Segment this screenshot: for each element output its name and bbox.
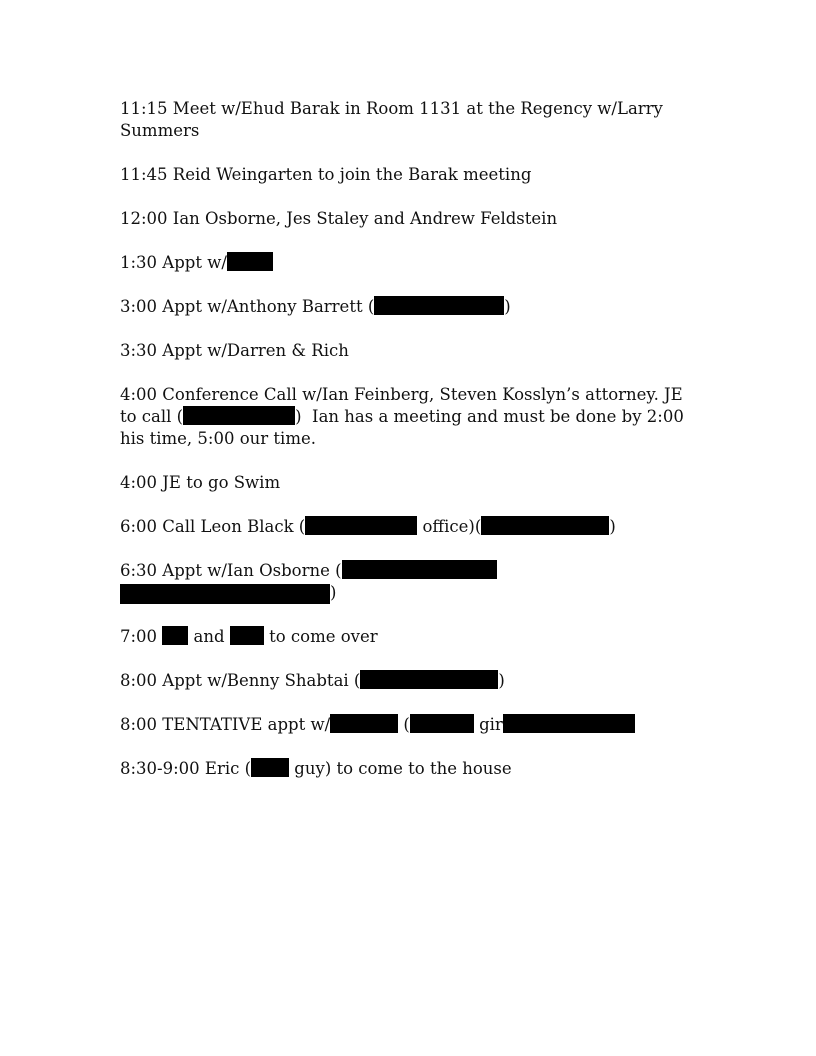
entry-0400-swim: 4:00 JE to go Swim [120, 473, 281, 492]
entry-0300-barrett: 3:00 Appt w/Anthony Barrett ( ) [120, 297, 511, 316]
entry-1115-barak: 11:15 Meet w/Ehud Barak in Room 1131 at the Regency w/Larry Summers [120, 99, 669, 140]
entry-1200-osborne: 12:00 Ian Osborne, Jes Staley and Andrew Feldstein [120, 209, 558, 228]
redaction-box [330, 714, 398, 733]
redaction-box [342, 560, 497, 579]
entry-0630-osborne: 6:30 Appt w/Ian Osborne ( ) [120, 560, 690, 604]
redaction-line: ) [120, 582, 690, 604]
redaction-box [120, 584, 330, 604]
entry-0130-appt: 1:30 Appt w/ [120, 252, 690, 274]
redaction-box [503, 714, 635, 733]
redaction-box [360, 670, 498, 689]
entry-0800-tentative: 8:00 TENTATIVE appt w/ ( gir [120, 714, 690, 736]
redaction-box [162, 626, 188, 645]
redaction-box [410, 714, 474, 733]
entry-0600-leon-black: 6:00 Call Leon Black ( office)( ) [120, 517, 616, 536]
entry-0800-shabtai: 8:00 Appt w/Benny Shabtai ( ) [120, 671, 505, 690]
entry-1145-weingarten: 11:45 Reid Weingarten to join the Barak meeting [120, 165, 532, 184]
redaction-box [305, 516, 417, 535]
schedule-document [120, 98, 690, 802]
redaction-box [183, 406, 295, 425]
redaction-box [227, 252, 273, 271]
redaction-box [251, 758, 289, 777]
entry-0400-conference-call: 4:00 Conference Call w/Ian Feinberg, Steven Kosslyn’s attorney. JE to call ( ) Ian has a meeting and must be done by 2:00 his time, 5:00 our time. [120, 385, 690, 448]
entry-0700-come-over: 7:00 and to come over [120, 627, 378, 646]
redaction-box [230, 626, 264, 645]
entry-0830-eric: 8:30-9:00 Eric ( guy) to come to the house [120, 759, 512, 778]
entry-0330-darren-rich: 3:30 Appt w/Darren & Rich [120, 341, 349, 360]
redaction-box [374, 296, 504, 315]
redaction-box [481, 516, 609, 535]
